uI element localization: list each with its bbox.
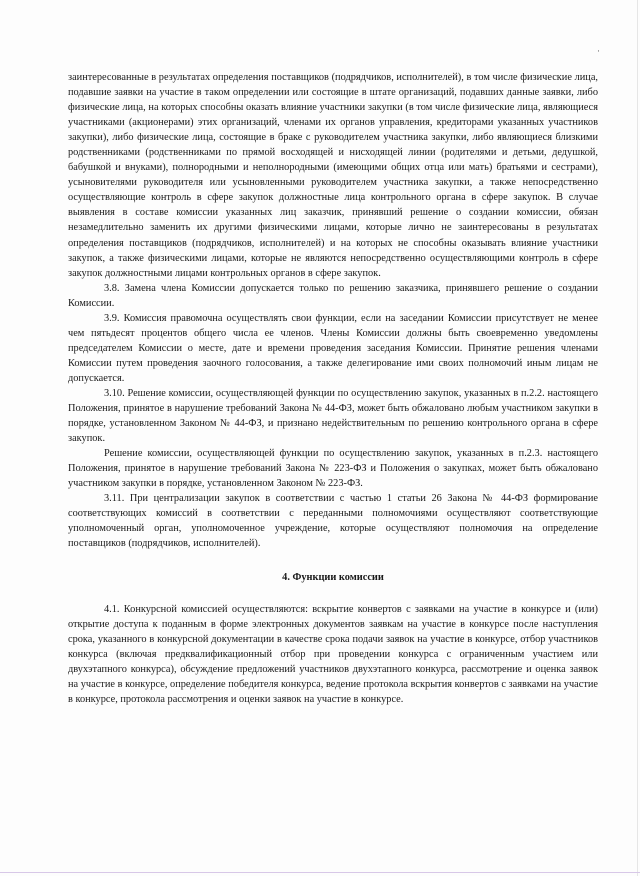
section-title: 4. Функции комиссии — [282, 571, 384, 583]
page-mark: · — [597, 46, 600, 56]
paragraph-3-11: 3.11. При централизации закупок в соответствии с частью 1 статьи 26 Закона № 44-ФЗ формирование соответствующих комиссий в соответствии с переданными полномочиями осуществляют соответствующие уполномоченный орган, уполномоченное учреждение, которые осуществляют полномочия на определение поставщиков (подрядчиков, исполнителей). — [68, 493, 598, 550]
scan-edge-line — [637, 0, 638, 876]
paragraph-3-8: 3.8. Замена члена Комиссии допускается только по решению заказчика, принявшего решение о создании Комиссии. — [68, 282, 598, 309]
paragraph-3-9: 3.9. Комиссия правомочна осуществлять свои функции, если на заседании Комиссии присутствует не менее чем пятьдесят процентов общего числа ее членов. Члены Комиссии должны быть своевременно уведомлены председателем Комиссии о месте, дате и времени проведения заседания Комиссии. Принятие решения членами Комиссии путем проведения заочного голосования, а также делегирование ими своих полномочий иным лицам не допускается. — [68, 312, 598, 384]
document-body — [68, 70, 598, 707]
paragraph-continuation: заинтересованные в результатах определения поставщиков (подрядчиков, исполнителей), в том числе физические лица, подавшие заявки на участие в таком определении или состоящие в штате организаций, подавших данные заявки, либо физические лица, на которых способны оказать влияние участники закупки (в том числе физические лица, являющиеся участниками (акционерами) этих организаций, членами их органов управления, кредиторами указанных участников закупки), либо физические лица, состоящие в браке с руководителем участника закупки, либо являющиеся близкими родственниками (родственниками по прямой восходящей и нисходящей линии (родителями и детьми, дедушкой, бабушкой и внуками), полнородными и неполнородными (имеющими общих отца или мать) братьями и сестрами), усыновителями руководителя или усыновленными руководителем участника закупки, а также непосредственно осуществляющие контроль в сфере закупок должностные лица контрольного органа в сфере закупок. В случае выявления в составе комиссии указанных лиц заказчик, принявший решение о создании комиссии, обязан незамедлительно заменить их другими физическими лицами, которые лично не заинтересованы в результатах определения поставщиков (подрядчиков, исполнителей) и на которых не способны оказывать влияние участники закупок, а также физическими лицами, которые не являются непосредственно осуществляющими контроль в сфере закупок должностными лицами контрольных органов в сфере закупок. — [68, 72, 598, 279]
scan-bottom-line — [0, 872, 640, 873]
paragraph-3-10-b: Решение комиссии, осуществляющей функции по осуществлению закупок, указанных в п.2.3. настоящего Положения, принятое в нарушение требований Закона № 223-ФЗ и Положения о закупках, может быть обжаловано участником закупки в порядке, установленном Законом № 223-ФЗ. — [68, 448, 598, 490]
paragraph-4-1: 4.1. Конкурсной комиссией осуществляются: вскрытие конвертов с заявками на участие в конкурсе и (или) открытие доступа к поданным в форме электронных документов заявкам на участие в конкурсе после наступления срока, указанного в конкурсной документации в качестве срока подачи заявок на участие в конкурсе, отбор участников конкурса (включая предквалификационный отбор при проведении конкурса с ограниченным участием или двухэтапного конкурса), обсуждение предложений участников двухэтапного конкурса, рассмотрение и оценка заявок на участие в конкурсе, определение победителя конкурса, ведение протокола вскрытия конвертов с заявками на участие в конкурсе, протокола рассмотрения и оценки заявок на участие в конкурсе. — [68, 603, 598, 705]
paragraph-3-10: 3.10. Решение комиссии, осуществляющей функции по осуществлению закупок, указанных в п.2.2. настоящего Положения, принятое в нарушение требований Закона № 44-ФЗ, может быть обжаловано любым участником закупки в порядке, установленном Законом № 44-ФЗ, и признано недействительным по решению контрольного органа в сфере закупок. — [68, 387, 598, 445]
